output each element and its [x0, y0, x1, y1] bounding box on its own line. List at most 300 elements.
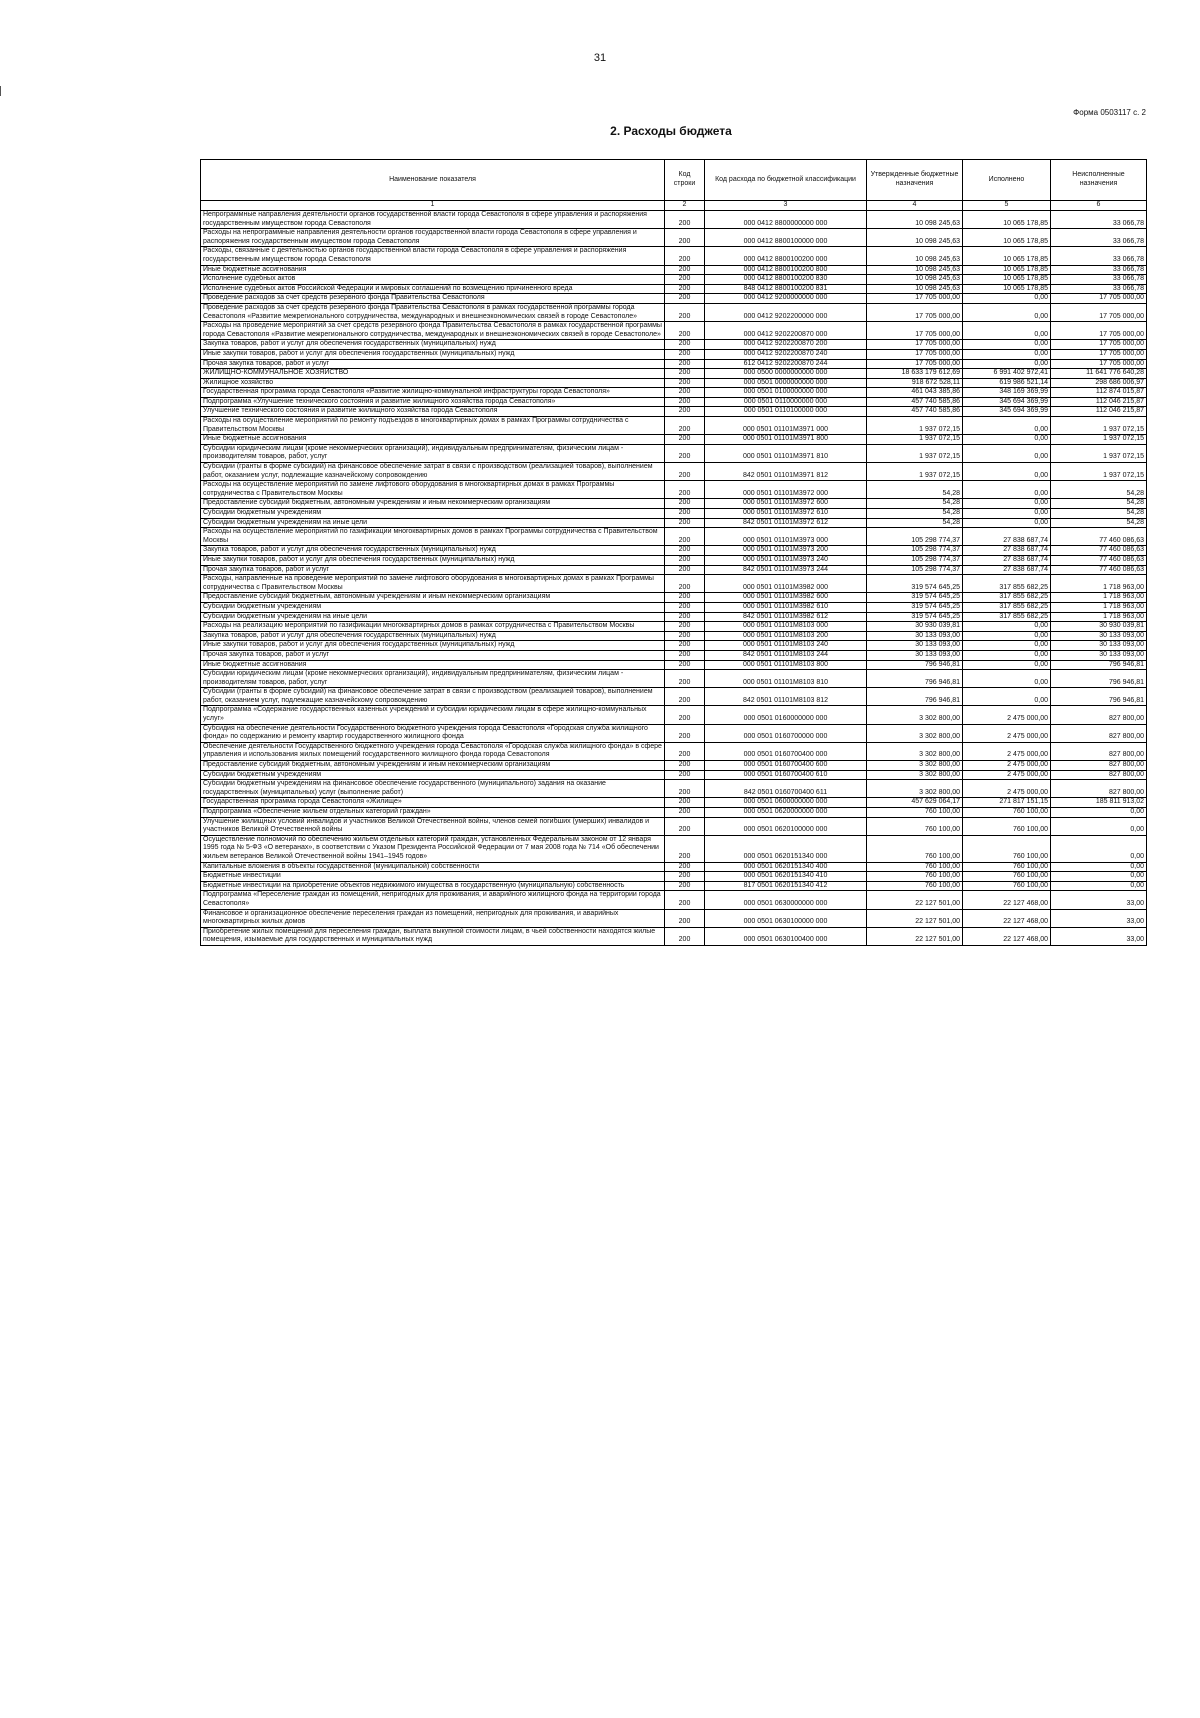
row-unexecuted: 827 800,00 [1051, 761, 1147, 771]
row-classification-code: 842 0501 01101М3972 612 [705, 518, 867, 528]
row-executed: 760 100,00 [963, 835, 1051, 862]
row-name: Иные бюджетные ассигнования [201, 435, 665, 445]
row-unexecuted: 827 800,00 [1051, 780, 1147, 798]
row-executed: 2 475 000,00 [963, 724, 1051, 742]
row-unexecuted: 33 066,78 [1051, 211, 1147, 229]
row-name: Субсидии бюджетным учреждениям на иные цели [201, 518, 665, 528]
row-unexecuted: 77 460 086,63 [1051, 555, 1147, 565]
row-unexecuted: 33,00 [1051, 891, 1147, 909]
row-classification-code: 000 0501 01101М3972 600 [705, 499, 867, 509]
table-row [201, 518, 1147, 528]
row-unexecuted: 1 937 072,15 [1051, 435, 1147, 445]
row-unexecuted: 0,00 [1051, 817, 1147, 835]
row-unexecuted: 112 874 015,87 [1051, 388, 1147, 398]
row-classification-code: 000 0412 8800100200 000 [705, 247, 867, 265]
row-name: Подпрограмма «Обеспечение жильем отдельных категорий граждан» [201, 808, 665, 818]
row-approved: 10 098 245,63 [867, 275, 963, 285]
row-line-code: 200 [665, 909, 705, 927]
row-name: Предоставление субсидий бюджетным, автономным учреждениям и иным некоммерческим организациям [201, 499, 665, 509]
table-row [201, 546, 1147, 556]
row-executed: 10 065 178,85 [963, 284, 1051, 294]
header-executed: Исполнено [963, 160, 1051, 201]
row-name: Иные бюджетные ассигнования [201, 265, 665, 275]
row-classification-code: 000 0501 01101М3971 800 [705, 435, 867, 445]
row-executed: 0,00 [963, 481, 1051, 499]
row-line-code: 200 [665, 780, 705, 798]
table-row [201, 555, 1147, 565]
row-approved: 54,28 [867, 481, 963, 499]
row-line-code: 200 [665, 927, 705, 945]
row-executed: 0,00 [963, 349, 1051, 359]
row-line-code: 200 [665, 706, 705, 724]
table-row [201, 444, 1147, 462]
row-line-code: 200 [665, 528, 705, 546]
page-number: 31 [593, 52, 607, 64]
table-row [201, 463, 1147, 481]
row-executed: 760 100,00 [963, 808, 1051, 818]
row-classification-code: 000 0501 0160700000 000 [705, 724, 867, 742]
row-line-code: 200 [665, 294, 705, 304]
row-classification-code: 000 0501 01101М3982 610 [705, 602, 867, 612]
row-classification-code: 000 0501 0620151340 000 [705, 835, 867, 862]
row-name: Субсидии бюджетным учреждениям на финансовое обеспечение государственного (муниципального) задания на оказание государственных (муниципальных) услуг (выполнение работ) [201, 780, 665, 798]
row-approved: 30 133 093,00 [867, 650, 963, 660]
row-approved: 3 302 800,00 [867, 780, 963, 798]
row-name: Субсидия на обеспечение деятельности Государственного бюджетного учреждения города Севастополя «Городская служба жилищного фонда» по содержанию и ремонту квартир государственного жилищного фонда [201, 724, 665, 742]
row-classification-code: 000 0412 9202200870 240 [705, 349, 867, 359]
row-unexecuted: 827 800,00 [1051, 770, 1147, 780]
row-unexecuted: 1 718 963,00 [1051, 575, 1147, 593]
row-unexecuted: 17 705 000,00 [1051, 340, 1147, 350]
row-classification-code: 000 0501 01101М3971 810 [705, 444, 867, 462]
row-name: Непрограммные направления деятельности органов государственной власти города Севастополя в сфере управления и распоряжения государственным имуществом города Севастополя [201, 211, 665, 229]
row-name: Расходы на осуществление мероприятий по замене лифтового оборудования в многоквартирных домах в рамках Программы сотрудничества с Правительством Москвы [201, 481, 665, 499]
row-line-code: 200 [665, 593, 705, 603]
row-unexecuted: 54,28 [1051, 481, 1147, 499]
table-row [201, 612, 1147, 622]
row-unexecuted: 33 066,78 [1051, 229, 1147, 247]
row-classification-code: 000 0501 01101М3982 000 [705, 575, 867, 593]
row-approved: 54,28 [867, 518, 963, 528]
row-unexecuted: 827 800,00 [1051, 706, 1147, 724]
table-row [201, 359, 1147, 369]
row-approved: 760 100,00 [867, 881, 963, 891]
row-classification-code: 000 0501 0160700400 000 [705, 742, 867, 760]
row-approved: 54,28 [867, 499, 963, 509]
row-name: Субсидии бюджетным учреждениям [201, 770, 665, 780]
row-classification-code: 842 0501 0160700400 611 [705, 780, 867, 798]
row-classification-code: 000 0501 01101М3973 000 [705, 528, 867, 546]
row-approved: 54,28 [867, 509, 963, 519]
table-row [201, 798, 1147, 808]
row-unexecuted: 54,28 [1051, 509, 1147, 519]
row-executed: 22 127 468,00 [963, 909, 1051, 927]
row-approved: 105 298 774,37 [867, 555, 963, 565]
row-approved: 1 937 072,15 [867, 417, 963, 435]
row-approved: 3 302 800,00 [867, 706, 963, 724]
table-row [201, 817, 1147, 835]
row-line-code: 200 [665, 417, 705, 435]
row-name: Субсидии бюджетным учреждениям [201, 602, 665, 612]
row-approved: 10 098 245,63 [867, 229, 963, 247]
row-unexecuted: 30 133 093,00 [1051, 650, 1147, 660]
table-row [201, 340, 1147, 350]
row-classification-code: 000 0501 01101М3982 600 [705, 593, 867, 603]
expenses-table-container [200, 159, 1146, 946]
row-name: Прочая закупка товаров, работ и услуг [201, 565, 665, 575]
row-approved: 22 127 501,00 [867, 891, 963, 909]
row-name: Исполнение судебных актов [201, 275, 665, 285]
row-line-code: 200 [665, 378, 705, 388]
row-line-code: 200 [665, 349, 705, 359]
row-classification-code: 000 0412 9202200000 000 [705, 303, 867, 321]
row-approved: 30 133 093,00 [867, 641, 963, 651]
expenses-table [200, 159, 1147, 946]
row-classification-code: 000 0501 0110100000 000 [705, 407, 867, 417]
row-classification-code: 848 0412 8800100200 831 [705, 284, 867, 294]
row-name: Проведение расходов за счет средств резервного фонда Правительства Севастополя в рамках государственной программы города Севастополя «Развитие межрегионального сотрудничества, международных и внешнеэкономических связей в городе Севастополе» [201, 303, 665, 321]
row-classification-code: 000 0501 01101М3972 610 [705, 509, 867, 519]
table-row [201, 417, 1147, 435]
table-row [201, 407, 1147, 417]
table-row [201, 706, 1147, 724]
row-executed: 0,00 [963, 444, 1051, 462]
row-name: Улучшение жилищных условий инвалидов и участников Великой Отечественной войны, членов семей погибших (умерших) инвалидов и участников Великой Отечественной войны [201, 817, 665, 835]
row-approved: 3 302 800,00 [867, 724, 963, 742]
row-executed: 0,00 [963, 518, 1051, 528]
row-classification-code: 000 0501 0620151340 410 [705, 872, 867, 882]
row-approved: 457 629 064,17 [867, 798, 963, 808]
row-executed: 0,00 [963, 340, 1051, 350]
table-row [201, 780, 1147, 798]
row-classification-code: 000 0501 01101М8103 240 [705, 641, 867, 651]
row-executed: 0,00 [963, 417, 1051, 435]
row-classification-code: 000 0501 01101М3973 240 [705, 555, 867, 565]
row-unexecuted: 796 946,81 [1051, 660, 1147, 670]
table-row [201, 528, 1147, 546]
row-approved: 17 705 000,00 [867, 359, 963, 369]
row-executed: 0,00 [963, 294, 1051, 304]
row-executed: 760 100,00 [963, 881, 1051, 891]
row-line-code: 200 [665, 670, 705, 688]
row-classification-code: 000 0412 9202200870 000 [705, 322, 867, 340]
row-name: Осуществление полномочий по обеспечению жильем отдельных категорий граждан, установленных Федеральным законом от 12 января 1995 года № 5-ФЗ «О ветеранах», в соответствии с Указом Президента Российской Федерации от 7 мая 2008 года № 714 «Об обеспечении жильем ветеранов Великой Отечественной войны 1941–1945 годов» [201, 835, 665, 862]
row-unexecuted: 796 946,81 [1051, 688, 1147, 706]
row-classification-code: 842 0501 01101М3971 812 [705, 463, 867, 481]
row-executed: 10 065 178,85 [963, 275, 1051, 285]
row-executed: 2 475 000,00 [963, 706, 1051, 724]
row-line-code: 200 [665, 388, 705, 398]
row-approved: 17 705 000,00 [867, 294, 963, 304]
table-row [201, 835, 1147, 862]
row-approved: 760 100,00 [867, 817, 963, 835]
row-name: Финансовое и организационное обеспечение переселения граждан из помещений, непригодных для проживания, и аварийных многоквартирных жилых домов [201, 909, 665, 927]
table-row [201, 229, 1147, 247]
row-line-code: 200 [665, 742, 705, 760]
row-approved: 457 740 585,86 [867, 397, 963, 407]
row-approved: 457 740 585,86 [867, 407, 963, 417]
row-name: Иные закупки товаров, работ и услуг для обеспечения государственных (муниципальных) нужд [201, 555, 665, 565]
row-unexecuted: 0,00 [1051, 881, 1147, 891]
column-number-row [201, 201, 1147, 211]
row-executed: 0,00 [963, 509, 1051, 519]
row-name: Иные закупки товаров, работ и услуг для обеспечения государственных (муниципальных) нужд [201, 349, 665, 359]
row-executed: 10 065 178,85 [963, 247, 1051, 265]
row-line-code: 200 [665, 872, 705, 882]
table-row [201, 322, 1147, 340]
row-unexecuted: 17 705 000,00 [1051, 359, 1147, 369]
row-unexecuted: 0,00 [1051, 872, 1147, 882]
row-classification-code: 000 0412 8800000000 000 [705, 211, 867, 229]
row-approved: 17 705 000,00 [867, 340, 963, 350]
row-line-code: 200 [665, 499, 705, 509]
header-name: Наименование показателя [201, 160, 665, 201]
row-name: Жилищное хозяйство [201, 378, 665, 388]
row-line-code: 200 [665, 761, 705, 771]
row-classification-code: 000 0501 0160700400 610 [705, 770, 867, 780]
row-approved: 918 672 528,11 [867, 378, 963, 388]
table-row [201, 688, 1147, 706]
row-executed: 0,00 [963, 359, 1051, 369]
row-approved: 17 705 000,00 [867, 349, 963, 359]
row-classification-code: 842 0501 01101М3982 612 [705, 612, 867, 622]
row-approved: 105 298 774,37 [867, 528, 963, 546]
table-row [201, 862, 1147, 872]
row-classification-code: 000 0501 0100000000 000 [705, 388, 867, 398]
row-approved: 760 100,00 [867, 872, 963, 882]
table-row [201, 369, 1147, 379]
row-executed: 345 694 369,99 [963, 397, 1051, 407]
row-classification-code: 000 0501 0110000000 000 [705, 397, 867, 407]
row-name: Улучшение технического состояния и развитие жилищного хозяйства города Севастополя [201, 407, 665, 417]
row-executed: 0,00 [963, 622, 1051, 632]
table-row [201, 378, 1147, 388]
row-executed: 10 065 178,85 [963, 211, 1051, 229]
row-executed: 10 065 178,85 [963, 229, 1051, 247]
row-unexecuted: 33,00 [1051, 927, 1147, 945]
row-name: Закупка товаров, работ и услуг для обеспечения государственных (муниципальных) нужд [201, 631, 665, 641]
row-name: Иные закупки товаров, работ и услуг для обеспечения государственных (муниципальных) нужд [201, 641, 665, 651]
row-name: Приобретение жилых помещений для переселения граждан, выплата выкупной стоимости лицам, в чьей собственности находятся жилые помещения, изымаемые для государственных и муниципальных нужд [201, 927, 665, 945]
row-unexecuted: 0,00 [1051, 835, 1147, 862]
row-classification-code: 000 0501 01101М3973 200 [705, 546, 867, 556]
row-unexecuted: 1 718 963,00 [1051, 602, 1147, 612]
row-unexecuted: 827 800,00 [1051, 742, 1147, 760]
row-approved: 319 574 645,25 [867, 612, 963, 622]
row-classification-code: 000 0501 01101М8103 810 [705, 670, 867, 688]
row-line-code: 200 [665, 650, 705, 660]
page-title: 2. Расходы бюджета [610, 124, 732, 138]
row-approved: 760 100,00 [867, 808, 963, 818]
row-executed: 2 475 000,00 [963, 761, 1051, 771]
table-row [201, 397, 1147, 407]
row-line-code: 200 [665, 397, 705, 407]
table-row [201, 808, 1147, 818]
row-executed: 6 991 402 972,41 [963, 369, 1051, 379]
row-unexecuted: 1 937 072,15 [1051, 444, 1147, 462]
row-line-code: 200 [665, 369, 705, 379]
row-name: Бюджетные инвестиции [201, 872, 665, 882]
table-row [201, 650, 1147, 660]
row-name: Субсидии (гранты в форме субсидий) на финансовое обеспечение затрат в связи с производством (реализацией товаров), выполнением работ, оказанием услуг, подлежащие казначейскому сопровождению [201, 688, 665, 706]
table-row [201, 265, 1147, 275]
row-line-code: 200 [665, 575, 705, 593]
row-executed: 0,00 [963, 499, 1051, 509]
row-approved: 796 946,81 [867, 660, 963, 670]
row-unexecuted: 77 460 086,63 [1051, 546, 1147, 556]
row-unexecuted: 33,00 [1051, 909, 1147, 927]
row-name: Прочая закупка товаров, работ и услуг [201, 650, 665, 660]
row-name: Расходы на реализацию мероприятий по газификации многоквартирных домов в рамках сотрудничества с Правительством Москвы [201, 622, 665, 632]
row-approved: 3 302 800,00 [867, 770, 963, 780]
row-executed: 317 855 682,25 [963, 593, 1051, 603]
row-executed: 27 838 687,74 [963, 555, 1051, 565]
table-row [201, 435, 1147, 445]
table-row [201, 575, 1147, 593]
header-line-code: Код строки [665, 160, 705, 201]
row-line-code: 200 [665, 862, 705, 872]
row-line-code: 200 [665, 303, 705, 321]
row-classification-code: 000 0501 01101М8103 000 [705, 622, 867, 632]
table-row [201, 284, 1147, 294]
row-classification-code: 000 0501 0160700400 600 [705, 761, 867, 771]
row-name: Подпрограмма «Переселение граждан из помещений, непригодных для проживания, и аварийного жилищного фонда на территории города Севастополя» [201, 891, 665, 909]
table-row [201, 388, 1147, 398]
row-unexecuted: 30 930 039,81 [1051, 622, 1147, 632]
row-line-code: 200 [665, 444, 705, 462]
row-name: Подпрограмма «Содержание государственных казенных учреждений и субсидии юридическим лицам в сфере жилищно-коммунальных услуг» [201, 706, 665, 724]
row-unexecuted: 827 800,00 [1051, 724, 1147, 742]
row-approved: 319 574 645,25 [867, 593, 963, 603]
row-line-code: 200 [665, 891, 705, 909]
row-executed: 10 065 178,85 [963, 265, 1051, 275]
row-approved: 3 302 800,00 [867, 742, 963, 760]
row-line-code: 200 [665, 631, 705, 641]
row-classification-code: 000 0501 0000000000 000 [705, 378, 867, 388]
row-line-code: 200 [665, 660, 705, 670]
row-unexecuted: 33 066,78 [1051, 265, 1147, 275]
column-number: 1 [201, 201, 665, 211]
row-classification-code: 842 0501 01101М8103 244 [705, 650, 867, 660]
column-number: 4 [867, 201, 963, 211]
table-row [201, 641, 1147, 651]
row-approved: 760 100,00 [867, 835, 963, 862]
row-line-code: 200 [665, 340, 705, 350]
row-approved: 319 574 645,25 [867, 575, 963, 593]
row-unexecuted: 0,00 [1051, 808, 1147, 818]
row-line-code: 200 [665, 435, 705, 445]
row-line-code: 200 [665, 322, 705, 340]
row-name: Расходы на осуществление мероприятий по газификации многоквартирных домов в рамках Программы сотрудничества с Правительством Москвы [201, 528, 665, 546]
row-classification-code: 000 0501 0630100400 000 [705, 927, 867, 945]
table-header-row [201, 160, 1147, 201]
header-approved: Утвержденные бюджетные назначения [867, 160, 963, 201]
row-unexecuted: 77 460 086,63 [1051, 565, 1147, 575]
row-classification-code: 612 0412 9202200870 244 [705, 359, 867, 369]
row-executed: 22 127 468,00 [963, 927, 1051, 945]
row-classification-code: 000 0501 0630100000 000 [705, 909, 867, 927]
row-classification-code: 000 0501 01101М8103 200 [705, 631, 867, 641]
row-approved: 319 574 645,25 [867, 602, 963, 612]
table-row [201, 891, 1147, 909]
table-row [201, 509, 1147, 519]
row-approved: 10 098 245,63 [867, 265, 963, 275]
row-line-code: 200 [665, 265, 705, 275]
row-executed: 760 100,00 [963, 862, 1051, 872]
row-name: Субсидии юридическим лицам (кроме некоммерческих организаций), индивидуальным предпринимателям, физическим лицам - производителям товаров, работ, услуг [201, 444, 665, 462]
row-name: Субсидии бюджетным учреждениям на иные цели [201, 612, 665, 622]
row-executed: 0,00 [963, 660, 1051, 670]
row-unexecuted: 17 705 000,00 [1051, 322, 1147, 340]
row-classification-code: 000 0412 8800100200 800 [705, 265, 867, 275]
row-classification-code: 000 0501 01101М8103 800 [705, 660, 867, 670]
row-executed: 345 694 369,99 [963, 407, 1051, 417]
row-classification-code: 000 0501 0620151340 400 [705, 862, 867, 872]
header-classification-code: Код расхода по бюджетной классификации [705, 160, 867, 201]
row-unexecuted: 17 705 000,00 [1051, 294, 1147, 304]
header-unexecuted: Неисполненные назначения [1051, 160, 1147, 201]
row-name: Предоставление субсидий бюджетным, автономным учреждениям и иным некоммерческим организациям [201, 761, 665, 771]
row-name: Субсидии бюджетным учреждениям [201, 509, 665, 519]
table-row [201, 622, 1147, 632]
row-executed: 0,00 [963, 688, 1051, 706]
row-approved: 10 098 245,63 [867, 247, 963, 265]
row-name: Прочая закупка товаров, работ и услуг [201, 359, 665, 369]
row-line-code: 200 [665, 565, 705, 575]
row-executed: 27 838 687,74 [963, 528, 1051, 546]
row-executed: 2 475 000,00 [963, 770, 1051, 780]
row-name: Капитальные вложения в объекты государственной (муниципальной) собственности [201, 862, 665, 872]
row-classification-code: 842 0501 01101М3973 244 [705, 565, 867, 575]
row-name: Закупка товаров, работ и услуг для обеспечения государственных (муниципальных) нужд [201, 546, 665, 556]
row-classification-code: 000 0412 8800100000 000 [705, 229, 867, 247]
row-unexecuted: 0,00 [1051, 862, 1147, 872]
row-name: Предоставление субсидий бюджетным, автономным учреждениям и иным некоммерческим организациям [201, 593, 665, 603]
row-executed: 0,00 [963, 670, 1051, 688]
table-row [201, 761, 1147, 771]
table-row [201, 770, 1147, 780]
row-line-code: 200 [665, 602, 705, 612]
row-approved: 18 633 179 612,69 [867, 369, 963, 379]
table-row [201, 660, 1147, 670]
row-line-code: 200 [665, 247, 705, 265]
row-classification-code: 000 0501 0630000000 000 [705, 891, 867, 909]
row-line-code: 200 [665, 509, 705, 519]
row-approved: 17 705 000,00 [867, 322, 963, 340]
row-classification-code: 000 0501 01101М3971 000 [705, 417, 867, 435]
row-line-code: 200 [665, 798, 705, 808]
row-line-code: 200 [665, 229, 705, 247]
row-line-code: 200 [665, 622, 705, 632]
row-line-code: 200 [665, 641, 705, 651]
row-classification-code: 000 0412 9200000000 000 [705, 294, 867, 304]
row-line-code: 200 [665, 688, 705, 706]
row-name: Обеспечение деятельности Государственного бюджетного учреждения города Севастополя «Городская служба жилищного фонда» в сфере управления и использования жилых помещений государственного жилищного фонда города Севастополя [201, 742, 665, 760]
row-name: Бюджетные инвестиции на приобретение объектов недвижимого имущества в государственную (муниципальную) собственность [201, 881, 665, 891]
row-unexecuted: 17 705 000,00 [1051, 349, 1147, 359]
row-executed: 0,00 [963, 650, 1051, 660]
row-unexecuted: 33 066,78 [1051, 247, 1147, 265]
row-executed: 760 100,00 [963, 872, 1051, 882]
row-approved: 30 930 039,81 [867, 622, 963, 632]
row-unexecuted: 33 066,78 [1051, 284, 1147, 294]
row-line-code: 200 [665, 518, 705, 528]
row-line-code: 200 [665, 275, 705, 285]
table-row [201, 499, 1147, 509]
row-line-code: 200 [665, 724, 705, 742]
row-executed: 0,00 [963, 463, 1051, 481]
row-approved: 10 098 245,63 [867, 284, 963, 294]
